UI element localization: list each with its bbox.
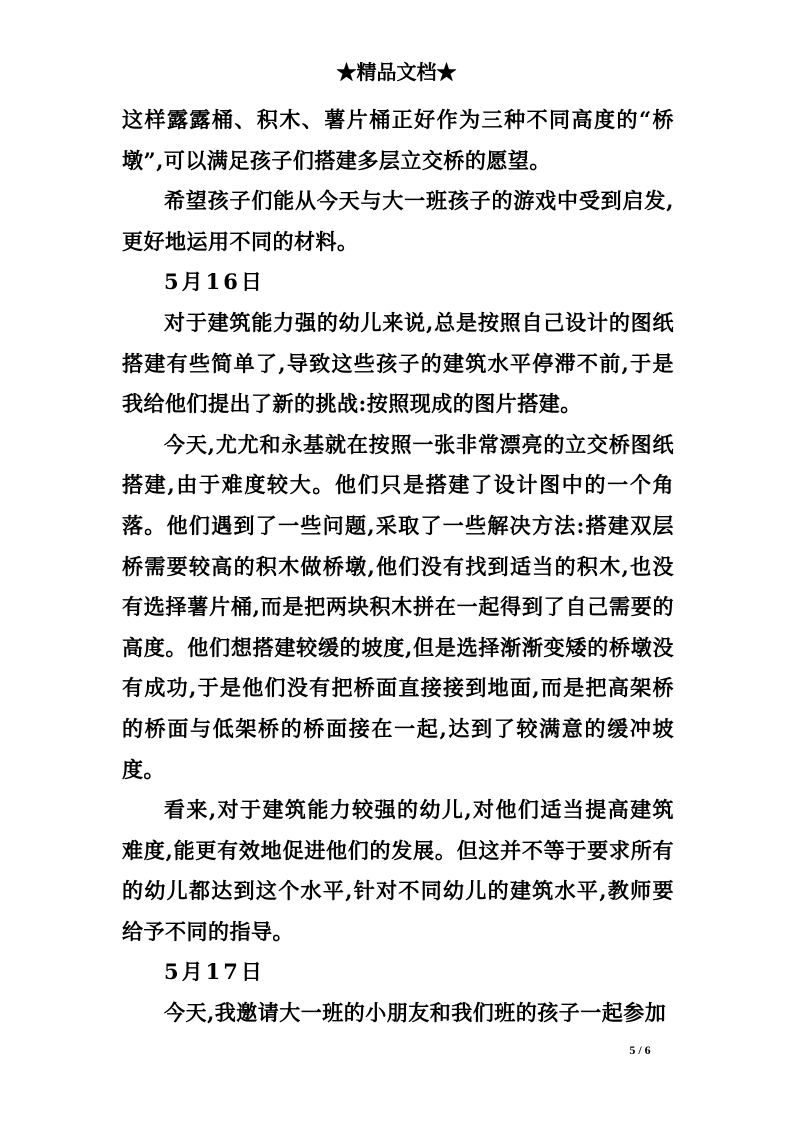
paragraph-invitation: 今天,我邀请大一班的小朋友和我们班的孩子一起参加 xyxy=(164,1000,667,1026)
paragraph-conclusion: 看来,对于建筑能力较强的幼儿,对他们适当提高建筑难度,能更有效地促进他们的发展。但这并不等于要求所有的幼儿都达到这个水平,针对不同幼儿的建筑水平,教师要给予不同的指导。 xyxy=(122,797,674,944)
page-number: 5 / 6 xyxy=(629,1043,651,1057)
paragraph-continuation: 这样露露桶、积木、薯片桶正好作为三种不同高度的“桥墩”,可以满足孩子们搭建多层立交桥的愿望。 xyxy=(122,107,674,173)
paragraph-hope: 希望孩子们能从今天与大一班孩子的游戏中受到启发,更好地运用不同的材料。 xyxy=(122,188,674,254)
document-body xyxy=(122,100,674,1034)
page-header-title: ★精品文档★ xyxy=(336,60,457,84)
paragraph-challenge: 对于建筑能力强的幼儿来说,总是按照自己设计的图纸搭建有些简单了,导致这些孩子的建筑水平停滞不前,于是我给他们提出了新的挑战:按照现成的图片搭建。 xyxy=(122,309,674,417)
date-heading-may-17: 5月17日 xyxy=(164,959,265,985)
date-heading-may-16: 5月16日 xyxy=(164,269,265,295)
paragraph-bridge-building: 今天,尤尤和永基就在按照一张非常漂亮的立交桥图纸搭建,由于难度较大。他们只是搭建了设计图中的一个角落。他们遇到了一些问题,采取了一些解决方法:搭建双层桥需要较高的积木做桥墩,他们没有找到适当的积木,也没有选择薯片桶,而是把两块积木拼在一起得到了自己需要的高度。他们想搭建较缓的坡度,但是选择渐渐变矮的桥墩没有成功,于是他们没有把桥面直接接到地面,而是把高架桥的桥面与低架桥的桥面接在一起,达到了较满意的缓冲坡度。 xyxy=(122,431,674,782)
